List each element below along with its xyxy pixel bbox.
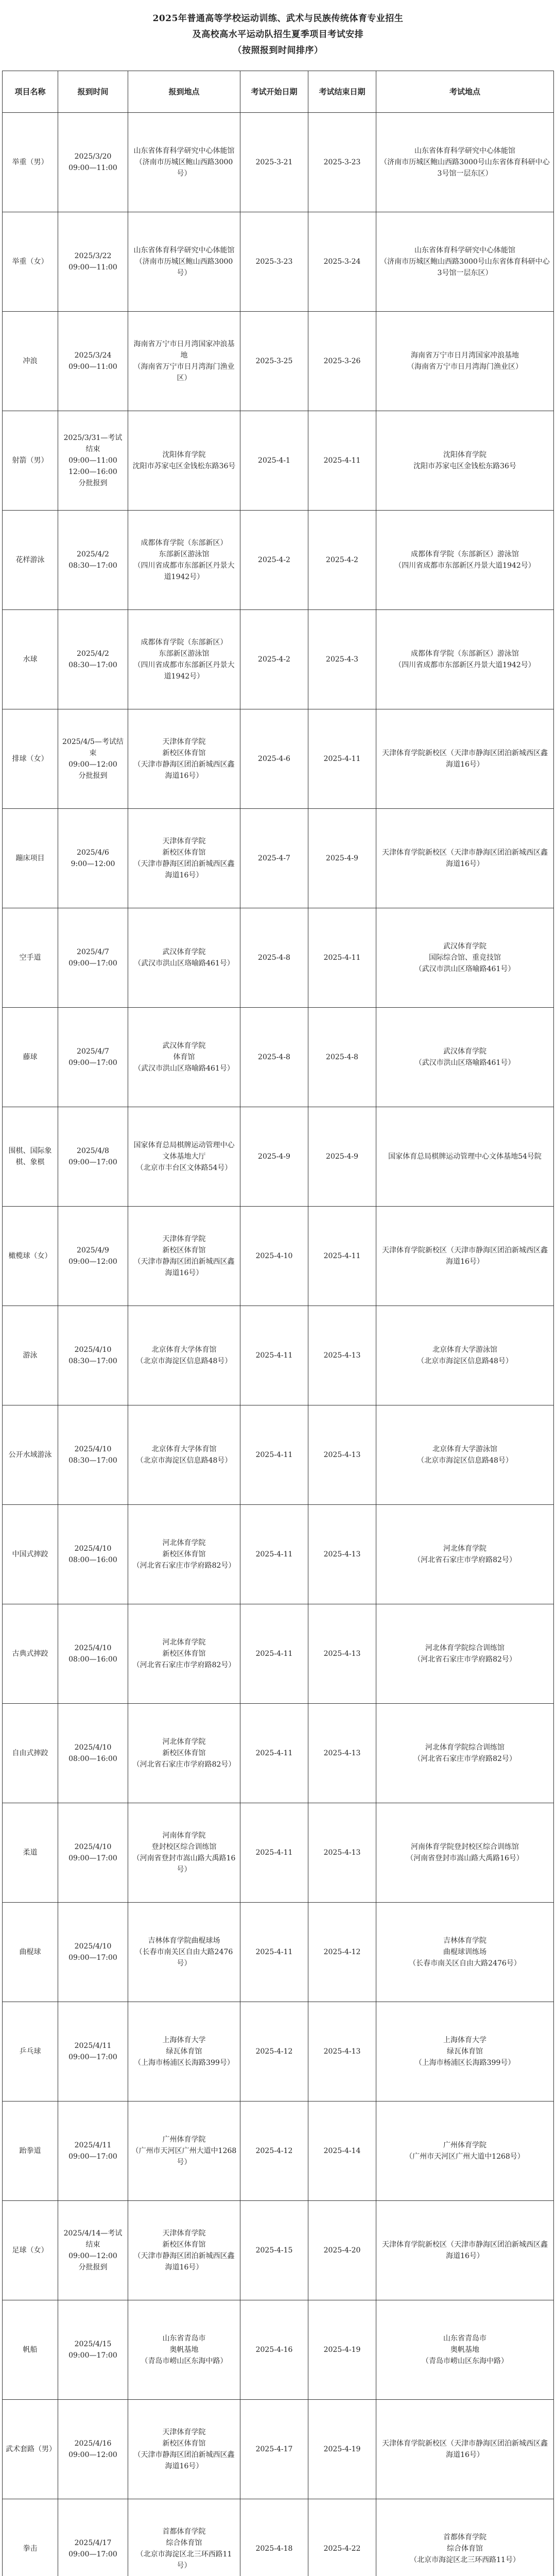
table-row [3, 610, 554, 709]
cell-report-place: 北京体育大学体育馆 （北京市海淀区信息路48号） [128, 1405, 240, 1505]
cell-report-time: 2025/4/11 09:00—17:00 [58, 2102, 128, 2201]
cell-start-date: 2025-4-11 [240, 1604, 308, 1704]
cell-report-time: 2025/4/7 09:00—17:00 [58, 1008, 128, 1107]
cell-exam-place: 广州体育学院 （广州市天河区广州大道中1268号） [376, 2102, 554, 2201]
table-row [3, 1306, 554, 1405]
table-row [3, 2400, 554, 2499]
cell-end-date: 2025-4-13 [308, 2002, 376, 2102]
cell-exam-place: 天津体育学院新校区（天津市静海区团泊新城西区鑫海道16号） [376, 709, 554, 809]
cell-report-time: 2025/4/9 09:00—12:00 [58, 1207, 128, 1306]
cell-report-place: 河北体育学院 新校区体育馆 （河北省石家庄市学府路82号） [128, 1704, 240, 1803]
cell-end-date: 2025-4-19 [308, 2300, 376, 2400]
cell-report-place: 天津体育学院 新校区体育馆 （天津市静海区团泊新城西区鑫海道16号） [128, 2400, 240, 2499]
cell-report-place: 首都体育学院 综合体育馆 （北京市海淀区北三环西路11号） [128, 2499, 240, 2576]
table-row [3, 411, 554, 511]
cell-report-place: 沈阳体育学院 沈阳市苏家屯区金钱松东路36号 [128, 411, 240, 511]
cell-exam-place: 山东省体育科学研究中心体能馆 （济南市历城区鲍山西路3000号山东省体育科研中心3号馆一层东区） [376, 113, 554, 212]
cell-exam-place: 河北体育学院综合训练馆 （河北省石家庄市学府路82号） [376, 1704, 554, 1803]
cell-start-date: 2025-4-10 [240, 1207, 308, 1306]
cell-report-time: 2025/4/5—考试结束 09:00—12:00 分批报到 [58, 709, 128, 809]
table-row [3, 1405, 554, 1505]
cell-report-place: 河南体育学院 登封校区综合训练馆 （河南省登封市嵩山路大禹路16号） [128, 1803, 240, 1903]
cell-project-name: 公开水域游泳 [3, 1405, 58, 1505]
cell-report-place: 广州体育学院 （广州市天河区广州大道中1268号） [128, 2102, 240, 2201]
cell-exam-place: 武汉体育学院 （武汉市洪山区珞喻路461号） [376, 1008, 554, 1107]
cell-project-name: 蹦床项目 [3, 809, 58, 908]
cell-end-date: 2025-4-13 [308, 1604, 376, 1704]
cell-end-date: 2025-4-3 [308, 610, 376, 709]
cell-report-time: 2025/4/10 08:30—17:00 [58, 1306, 128, 1405]
cell-end-date: 2025-4-13 [308, 1505, 376, 1604]
table-row [3, 2499, 554, 2576]
table-row [3, 709, 554, 809]
cell-project-name: 自由式摔跤 [3, 1704, 58, 1803]
cell-start-date: 2025-4-18 [240, 2499, 308, 2576]
table-row [3, 2300, 554, 2400]
table-row [3, 2002, 554, 2102]
cell-project-name: 武术套路（男） [3, 2400, 58, 2499]
cell-start-date: 2025-4-11 [240, 1803, 308, 1903]
cell-exam-place: 国家体育总局棋牌运动管理中心文体基地54号院 [376, 1107, 554, 1207]
cell-end-date: 2025-4-20 [308, 2201, 376, 2300]
cell-report-time: 2025/4/10 09:00—17:00 [58, 1803, 128, 1903]
cell-project-name: 射箭（男） [3, 411, 58, 511]
cell-start-date: 2025-4-8 [240, 908, 308, 1008]
cell-report-place: 天津体育学院 新校区体育馆 （天津市静海区团泊新城西区鑫海道16号） [128, 2201, 240, 2300]
cell-report-place: 河北体育学院 新校区体育馆 （河北省石家庄市学府路82号） [128, 1604, 240, 1704]
cell-report-time: 2025/4/10 09:00—17:00 [58, 1903, 128, 2002]
cell-project-name: 水球 [3, 610, 58, 709]
cell-start-date: 2025-4-2 [240, 511, 308, 610]
cell-project-name: 冲浪 [3, 312, 58, 411]
document-title [0, 0, 556, 70]
cell-report-place: 成都体育学院（东部新区） 东部新区游泳馆 （四川省成都市东部新区丹景大道1942号） [128, 610, 240, 709]
cell-exam-place: 吉林体育学院 曲棍球训练场 （长春市南关区自由大路2476号） [376, 1903, 554, 2002]
cell-start-date: 2025-4-7 [240, 809, 308, 908]
cell-exam-place: 北京体育大学游泳馆 （北京市海淀区信息路48号） [376, 1306, 554, 1405]
cell-end-date: 2025-4-11 [308, 1207, 376, 1306]
cell-report-place: 河北体育学院 新校区体育馆 （河北省石家庄市学府路82号） [128, 1505, 240, 1604]
cell-report-time: 2025/4/10 08:00—16:00 [58, 1604, 128, 1704]
cell-exam-place: 沈阳体育学院 沈阳市苏家屯区金钱松东路36号 [376, 411, 554, 511]
cell-report-place: 吉林体育学院曲棍球场 （长春市南关区自由大路2476号） [128, 1903, 240, 2002]
table-row [3, 2201, 554, 2300]
schedule-table [2, 71, 554, 2576]
table-row [3, 809, 554, 908]
table-row [3, 2102, 554, 2201]
cell-start-date: 2025-3-25 [240, 312, 308, 411]
cell-end-date: 2025-4-13 [308, 1405, 376, 1505]
cell-report-place: 山东省青岛市 奥帆基地 （青岛市崂山区东海中路） [128, 2300, 240, 2400]
cell-project-name: 橄榄球（女） [3, 1207, 58, 1306]
cell-start-date: 2025-4-11 [240, 1306, 308, 1405]
cell-start-date: 2025-4-1 [240, 411, 308, 511]
cell-start-date: 2025-4-16 [240, 2300, 308, 2400]
cell-start-date: 2025-4-11 [240, 1405, 308, 1505]
header-project-name: 项目名称 [3, 71, 58, 113]
table-row [3, 1803, 554, 1903]
header-end-date: 考试结束日期 [308, 71, 376, 113]
cell-exam-place: 河北体育学院综合训练馆 （河北省石家庄市学府路82号） [376, 1604, 554, 1704]
cell-project-name: 拳击 [3, 2499, 58, 2576]
header-report-place: 报到地点 [128, 71, 240, 113]
cell-end-date: 2025-4-14 [308, 2102, 376, 2201]
cell-start-date: 2025-4-12 [240, 2002, 308, 2102]
table-row [3, 212, 554, 312]
cell-start-date: 2025-4-9 [240, 1107, 308, 1207]
table-row [3, 511, 554, 610]
cell-report-place: 天津体育学院 新校区体育馆 （天津市静海区团泊新城西区鑫海道16号） [128, 1207, 240, 1306]
cell-start-date: 2025-4-8 [240, 1008, 308, 1107]
cell-exam-place: 海南省万宁市日月湾国家冲浪基地 （海南省万宁市日月湾海门渔业区） [376, 312, 554, 411]
cell-exam-place: 天津体育学院新校区（天津市静海区团泊新城西区鑫海道16号） [376, 809, 554, 908]
cell-exam-place: 武汉体育学院 国际综合馆、重竞技馆 （武汉市洪山区珞喻路461号） [376, 908, 554, 1008]
header-exam-place: 考试地点 [376, 71, 554, 113]
cell-end-date: 2025-4-19 [308, 2400, 376, 2499]
table-row [3, 1505, 554, 1604]
cell-project-name: 围棋、国际象棋、象棋 [3, 1107, 58, 1207]
cell-report-place: 山东省体育科学研究中心体能馆 （济南市历城区鲍山西路3000号） [128, 212, 240, 312]
cell-start-date: 2025-4-6 [240, 709, 308, 809]
cell-report-place: 成都体育学院（东部新区） 东部新区游泳馆 （四川省成都市东部新区丹景大道1942号） [128, 511, 240, 610]
cell-report-time: 2025/4/15 09:00—17:00 [58, 2300, 128, 2400]
cell-start-date: 2025-4-17 [240, 2400, 308, 2499]
cell-project-name: 空手道 [3, 908, 58, 1008]
cell-exam-place: 天津体育学院新校区（天津市静海区团泊新城西区鑫海道16号） [376, 1207, 554, 1306]
cell-report-time: 2025/4/8 09:00—17:00 [58, 1107, 128, 1207]
title-line-2: 及高校高水平运动队招生夏季项目考试安排 [192, 29, 364, 40]
cell-report-place: 天津体育学院 新校区体育馆 （天津市静海区团泊新城西区鑫海道16号） [128, 809, 240, 908]
cell-exam-place: 天津体育学院新校区（天津市静海区团泊新城西区鑫海道16号） [376, 2400, 554, 2499]
cell-start-date: 2025-4-11 [240, 1903, 308, 2002]
title-line-1: 2025年普通高等学校运动训练、武术与民族传统体育专业招生 [152, 13, 404, 24]
cell-end-date: 2025-3-26 [308, 312, 376, 411]
cell-report-place: 天津体育学院 新校区体育馆 （天津市静海区团泊新城西区鑫海道16号） [128, 709, 240, 809]
cell-end-date: 2025-4-9 [308, 1107, 376, 1207]
cell-project-name: 游泳 [3, 1306, 58, 1405]
cell-project-name: 中国式摔跤 [3, 1505, 58, 1604]
cell-end-date: 2025-4-11 [308, 411, 376, 511]
cell-start-date: 2025-4-15 [240, 2201, 308, 2300]
cell-report-time: 2025/3/22 09:00—11:00 [58, 212, 128, 312]
cell-project-name: 花样游泳 [3, 511, 58, 610]
table-row [3, 113, 554, 212]
cell-report-place: 国家体育总局棋牌运动管理中心文体基地大厅 （北京市丰台区文体路54号） [128, 1107, 240, 1207]
cell-report-place: 武汉体育学院 （武汉市洪山区珞喻路461号） [128, 908, 240, 1008]
cell-start-date: 2025-3-21 [240, 113, 308, 212]
cell-report-time: 2025/4/2 08:30—17:00 [58, 511, 128, 610]
cell-project-name: 古典式摔跤 [3, 1604, 58, 1704]
cell-report-time: 2025/4/17 09:00—17:00 [58, 2499, 128, 2576]
cell-project-name: 举重（男） [3, 113, 58, 212]
table-row [3, 908, 554, 1008]
cell-project-name: 排球（女） [3, 709, 58, 809]
cell-end-date: 2025-4-11 [308, 709, 376, 809]
cell-end-date: 2025-4-13 [308, 1306, 376, 1405]
table-row [3, 1008, 554, 1107]
cell-report-time: 2025/4/11 09:00—17:00 [58, 2002, 128, 2102]
cell-report-time: 2025/3/24 09:00—11:00 [58, 312, 128, 411]
cell-start-date: 2025-4-2 [240, 610, 308, 709]
cell-start-date: 2025-4-11 [240, 1505, 308, 1604]
cell-start-date: 2025-4-11 [240, 1704, 308, 1803]
cell-report-place: 上海体育大学 绿瓦体育馆 （上海市杨浦区长海路399号） [128, 2002, 240, 2102]
cell-report-place: 武汉体育学院 体育馆 （武汉市洪山区珞喻路461号） [128, 1008, 240, 1107]
header-start-date: 考试开始日期 [240, 71, 308, 113]
table-row [3, 1903, 554, 2002]
cell-project-name: 帆船 [3, 2300, 58, 2400]
cell-exam-place: 河北体育学院 （河北省石家庄市学府路82号） [376, 1505, 554, 1604]
cell-report-place: 海南省万宁市日月湾国家冲浪基地 （海南省万宁市日月湾海门渔业区） [128, 312, 240, 411]
cell-exam-place: 成都体育学院（东部新区）游泳馆 （四川省成都市东部新区丹景大道1942号） [376, 610, 554, 709]
cell-project-name: 举重（女） [3, 212, 58, 312]
cell-end-date: 2025-4-11 [308, 908, 376, 1008]
cell-project-name: 曲棍球 [3, 1903, 58, 2002]
cell-exam-place: 北京体育大学游泳馆 （北京市海淀区信息路48号） [376, 1405, 554, 1505]
cell-exam-place: 天津体育学院新校区（天津市静海区团泊新城西区鑫海道16号） [376, 2201, 554, 2300]
cell-end-date: 2025-3-23 [308, 113, 376, 212]
cell-project-name: 柔道 [3, 1803, 58, 1903]
title-line-3: （按照报到时间排序） [233, 45, 323, 56]
cell-end-date: 2025-4-2 [308, 511, 376, 610]
cell-report-time: 2025/4/2 08:30—17:00 [58, 610, 128, 709]
cell-project-name: 足球（女） [3, 2201, 58, 2300]
table-row [3, 1604, 554, 1704]
cell-report-place: 山东省体育科学研究中心体能馆 （济南市历城区鲍山西路3000号） [128, 113, 240, 212]
cell-report-time: 2025/4/10 08:30—17:00 [58, 1405, 128, 1505]
cell-end-date: 2025-3-24 [308, 212, 376, 312]
cell-exam-place: 首都体育学院 综合体育馆 （北京市海淀区北三环西路11号） [376, 2499, 554, 2576]
cell-end-date: 2025-4-22 [308, 2499, 376, 2576]
cell-end-date: 2025-4-12 [308, 1903, 376, 2002]
cell-start-date: 2025-3-23 [240, 212, 308, 312]
table-header-row [3, 71, 554, 113]
cell-exam-place: 山东省体育科学研究中心体能馆 （济南市历城区鲍山西路3000号山东省体育科研中心3号馆一层东区） [376, 212, 554, 312]
cell-project-name: 藤球 [3, 1008, 58, 1107]
cell-exam-place: 山东省青岛市 奥帆基地 （青岛市崂山区东海中路） [376, 2300, 554, 2400]
table-row [3, 1207, 554, 1306]
cell-end-date: 2025-4-13 [308, 1803, 376, 1903]
cell-report-time: 2025/4/6 9:00—12:00 [58, 809, 128, 908]
header-report-time: 报到时间 [58, 71, 128, 113]
cell-report-time: 2025/3/20 09:00—11:00 [58, 113, 128, 212]
cell-end-date: 2025-4-9 [308, 809, 376, 908]
cell-report-place: 北京体育大学体育馆 （北京市海淀区信息路48号） [128, 1306, 240, 1405]
cell-exam-place: 上海体育大学 绿瓦体育馆 （上海市杨浦区长海路399号） [376, 2002, 554, 2102]
table-row [3, 312, 554, 411]
cell-exam-place: 河南体育学院登封校区综合训练馆 （河南省登封市嵩山路大禹路16号） [376, 1803, 554, 1903]
cell-report-time: 2025/4/10 08:00—16:00 [58, 1704, 128, 1803]
cell-end-date: 2025-4-13 [308, 1704, 376, 1803]
cell-report-time: 2025/4/7 09:00—17:00 [58, 908, 128, 1008]
cell-report-time: 2025/4/14—考试结束 09:00—12:00 分批报到 [58, 2201, 128, 2300]
cell-report-time: 2025/3/31—考试结束 09:00—11:00 12:00—16:00 分批报到 [58, 411, 128, 511]
table-row [3, 1107, 554, 1207]
cell-project-name: 乒乓球 [3, 2002, 58, 2102]
cell-exam-place: 成都体育学院（东部新区）游泳馆 （四川省成都市东部新区丹景大道1942号） [376, 511, 554, 610]
cell-start-date: 2025-4-12 [240, 2102, 308, 2201]
cell-project-name: 跆拳道 [3, 2102, 58, 2201]
cell-report-time: 2025/4/10 08:00—16:00 [58, 1505, 128, 1604]
cell-end-date: 2025-4-8 [308, 1008, 376, 1107]
cell-report-time: 2025/4/16 09:00—12:00 [58, 2400, 128, 2499]
table-row [3, 1704, 554, 1803]
